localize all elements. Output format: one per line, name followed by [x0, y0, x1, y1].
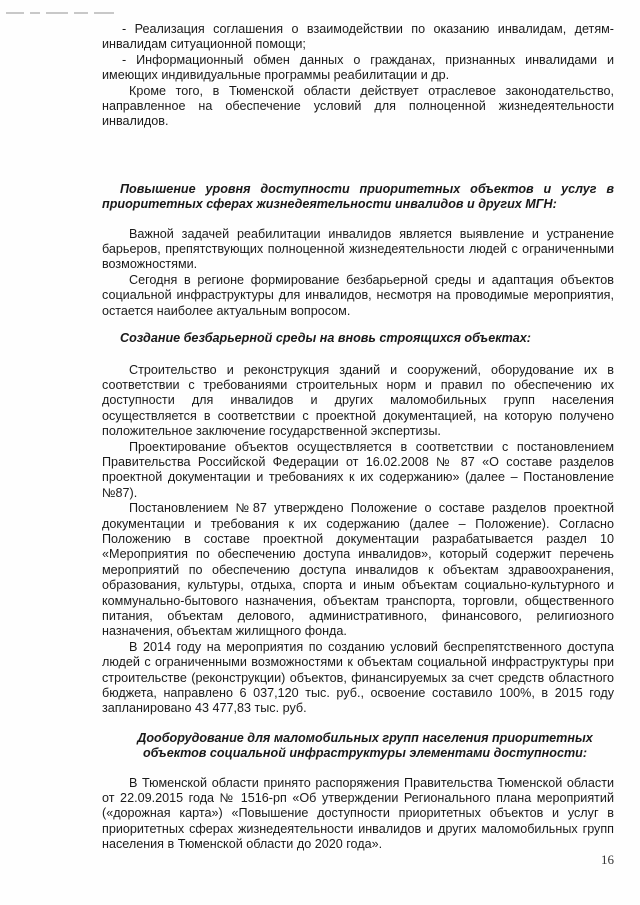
list-item: - Реализация соглашения о взаимодействии по оказанию инвалидам, детям-инвалидам ситуационной помощи; — [102, 22, 614, 52]
page-number: 16 — [601, 852, 614, 867]
body-paragraph: В 2014 году на мероприятия по созданию условий беспрепятственного доступа людей с ограниченными возможностями к объектам социальной инфраструктуры при строительстве (реконструкции) объектов, финансируемых за счет средств областного бюджета, направлено 6 037,120 тыс. руб., освоение составило 100%, в 2015 году запланировано 43 477,83 тыс. руб. — [102, 639, 614, 716]
body-paragraph: Важной задачей реабилитации инвалидов является выявление и устранение барьеров, препятствующих полноценной жизнедеятельности людей с ограниченными возможностями. — [102, 226, 614, 272]
section-heading: Повышение уровня доступности приоритетных объектов и услуг в приоритетных сферах жизнедеятельности инвалидов и других МГН: — [102, 181, 614, 212]
body-paragraph: В Тюменской области принято распоряжения Правительства Тюменской области от 22.09.2015 года № 1516-рп «Об утверждении Регионального плана мероприятий («дорожная карта») «Повышение доступности приоритетных объектов и услуг в приоритетных сферах жизнедеятельности инвалидов и других маломобильных групп населения в Тюменской области до 2020 года». — [102, 775, 614, 852]
body-paragraph: Проектирование объектов осуществляется в соответствии с постановлением Правительства Российской Федерации от 16.02.2008 № 87 «О составе разделов проектной документации и требованиях к их содержанию» (далее – Постановление №87). — [102, 439, 614, 500]
section-heading: Создание безбарьерной среды на вновь строящихся объектах: — [120, 331, 531, 346]
section-heading: Дооборудование для маломобильных групп населения приоритетных объектов социальной инфраструктуры элементами доступности: — [137, 730, 593, 761]
document-body — [102, 22, 614, 853]
scan-artifact — [6, 3, 156, 5]
intro-paragraph: Кроме того, в Тюменской области действует отраслевое законодательство, направленное на обеспечение условий для полноценной жизнедеятельности инвалидов. — [102, 83, 614, 129]
body-paragraph: Строительство и реконструкция зданий и сооружений, оборудование их в соответствии с требованиями строительных норм и правил по обеспечению их доступности для инвалидов и других маломобильных групп населения осуществляется в соответствии с проектной документацией, на которую получено положительное заключение государственной экспертизы. — [102, 362, 614, 439]
body-paragraph: Постановлением №87 утверждено Положение о составе разделов проектной документации и требования к их содержанию (далее – Положение). Согласно Положению в составе проектной документации разрабатывается раздел 10 «Мероприятия по обеспечению доступа инвалидов», который содержит перечень мероприятий по обеспечению доступа инвалидов к объектам здравоохранения, образования, культуры, отдыха, спорта и иным объектам социально-культурного и коммунально-бытового назначения, объектам транспорта, торговли, общественного питания, объектам делового, административного, финансового, религиозного назначения, объектам жилищного фонда. — [102, 501, 614, 639]
body-paragraph: Сегодня в регионе формирование безбарьерной среды и адаптация объектов социальной инфраструктуры для инвалидов, несмотря на проводимые мероприятия, остается наиболее актуальным вопросом. — [102, 272, 614, 318]
list-item: - Информационный обмен данных о гражданах, признанных инвалидами и имеющих индивидуальные программы реабилитации и др. — [102, 52, 614, 83]
